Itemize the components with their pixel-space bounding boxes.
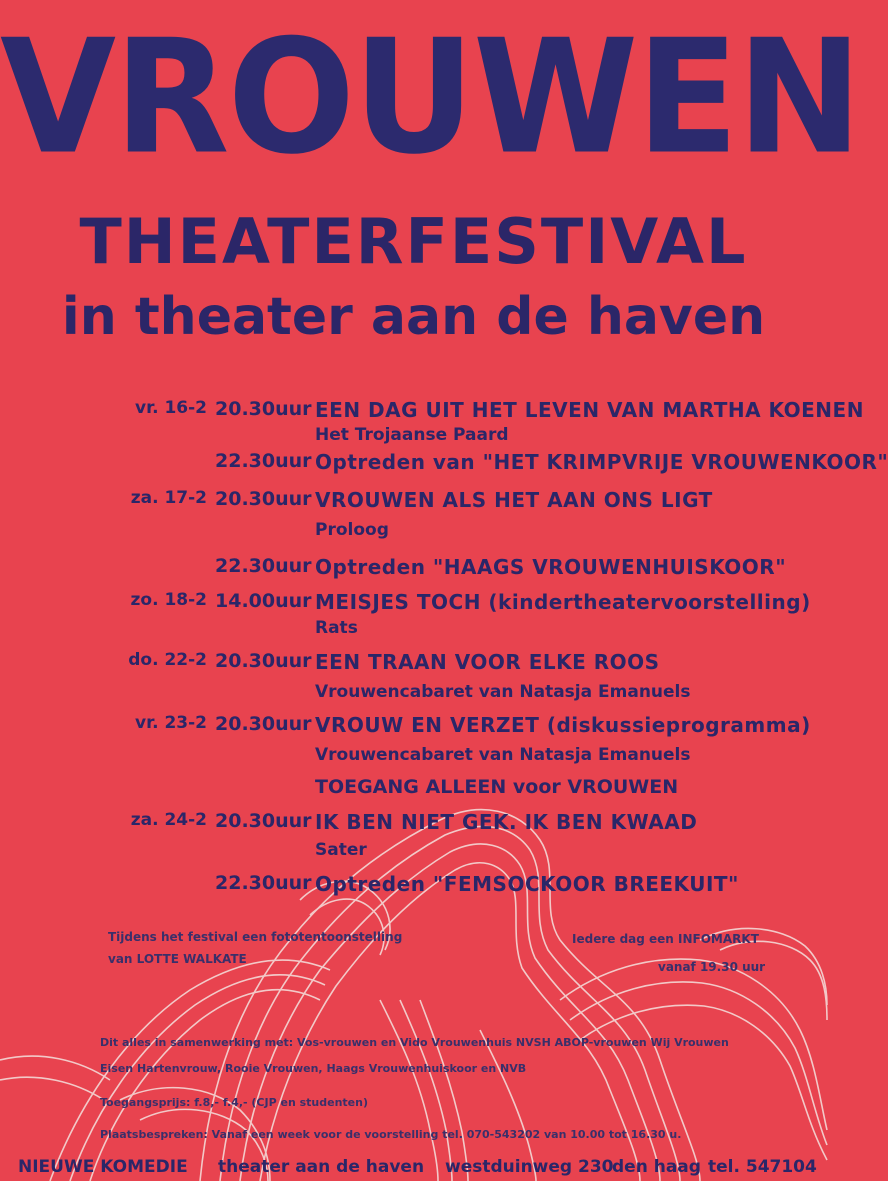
ticket-prices: Toegangsprijs: f.8,- f.4,- (CJP en studenten) bbox=[100, 1096, 368, 1109]
entry-title: EEN DAG UIT HET LEVEN VAN MARTHA KOENEN bbox=[315, 398, 864, 422]
entry-subtitle: Sater bbox=[315, 840, 367, 860]
entry-subtitle: Proloog bbox=[315, 520, 389, 540]
cooperation-line1: Dit alles in samenwerking met: Vos-vrouwen en Vido Vrouwenhuis NVSH ABOP-vrouwen Wij Vrouwen bbox=[100, 1036, 729, 1049]
footer-phone: tel. 547104 bbox=[708, 1157, 817, 1177]
footer-org: NIEUWE KOMEDIE bbox=[18, 1157, 188, 1177]
entry-title: EEN TRAAN VOOR ELKE ROOS bbox=[315, 650, 660, 674]
footer-city: den haag bbox=[612, 1157, 701, 1177]
poster-venue: in theater aan de haven bbox=[61, 287, 766, 347]
footer-bar bbox=[0, 1155, 827, 1181]
entry-notice: TOEGANG ALLEEN voor VROUWEN bbox=[315, 776, 679, 798]
entry-date: do. 22-2 bbox=[128, 650, 207, 670]
poster-title: VROUWEN bbox=[0, 6, 861, 190]
entry-time: 20.30uur bbox=[215, 810, 312, 832]
expo-note-line1: Tijdens het festival een fototentoonstelling bbox=[108, 930, 403, 944]
poster-subtitle: THEATERFESTIVAL bbox=[79, 205, 748, 278]
expo-note-line2: van LOTTE WALKATE bbox=[108, 952, 247, 966]
market-note-line1: Iedere dag een INFOMARKT bbox=[572, 932, 759, 946]
entry-title: IK BEN NIET GEK. IK BEN KWAAD bbox=[315, 810, 698, 834]
entry-time: 22.30uur bbox=[215, 555, 312, 577]
entry-title: VROUW EN VERZET (diskussieprogramma) bbox=[315, 713, 811, 737]
entry-date: vr. 23-2 bbox=[135, 713, 207, 733]
entry-subtitle: Vrouwencabaret van Natasja Emanuels bbox=[315, 682, 691, 702]
reservations-info: Plaatsbespreken: Vanaf een week voor de voorstelling tel. 070-543202 van 10.00 tot 16.30 u. bbox=[100, 1128, 682, 1141]
entry-title: MEISJES TOCH (kindertheatervoorstelling) bbox=[315, 590, 811, 614]
entry-time: 20.30uur bbox=[215, 398, 312, 420]
entry-title: Optreden "HAAGS VROUWENHUISKOOR" bbox=[315, 555, 787, 579]
entry-time: 22.30uur bbox=[215, 450, 312, 472]
entry-title: Optreden "FEMSOCKOOR BREEKUIT" bbox=[315, 872, 739, 896]
entry-subtitle: Vrouwencabaret van Natasja Emanuels bbox=[315, 745, 691, 765]
footer-venue: theater aan de haven bbox=[218, 1157, 425, 1177]
entry-date: za. 24-2 bbox=[130, 810, 207, 830]
market-note-line2: vanaf 19.30 uur bbox=[658, 960, 766, 974]
entry-time: 20.30uur bbox=[215, 650, 312, 672]
entry-date: za. 17-2 bbox=[130, 488, 207, 508]
cooperation-line2: Eisen Hartenvrouw, Rooie Vrouwen, Haags Vrouwenhuiskoor en NVB bbox=[100, 1062, 527, 1075]
entry-time: 14.00uur bbox=[215, 590, 312, 612]
entry-title: VROUWEN ALS HET AAN ONS LIGT bbox=[315, 488, 713, 512]
entry-time: 22.30uur bbox=[215, 872, 312, 894]
entry-title: Optreden van "HET KRIMPVRIJE VROUWENKOOR" bbox=[315, 450, 888, 474]
entry-time: 20.30uur bbox=[215, 713, 312, 735]
entry-date: zo. 18-2 bbox=[130, 590, 207, 610]
entry-subtitle: Het Trojaanse Paard bbox=[315, 425, 509, 445]
entry-time: 20.30uur bbox=[215, 488, 312, 510]
entry-date: vr. 16-2 bbox=[135, 398, 207, 418]
entry-subtitle: Rats bbox=[315, 618, 358, 638]
footer-address: westduinweg 230 bbox=[445, 1157, 614, 1177]
